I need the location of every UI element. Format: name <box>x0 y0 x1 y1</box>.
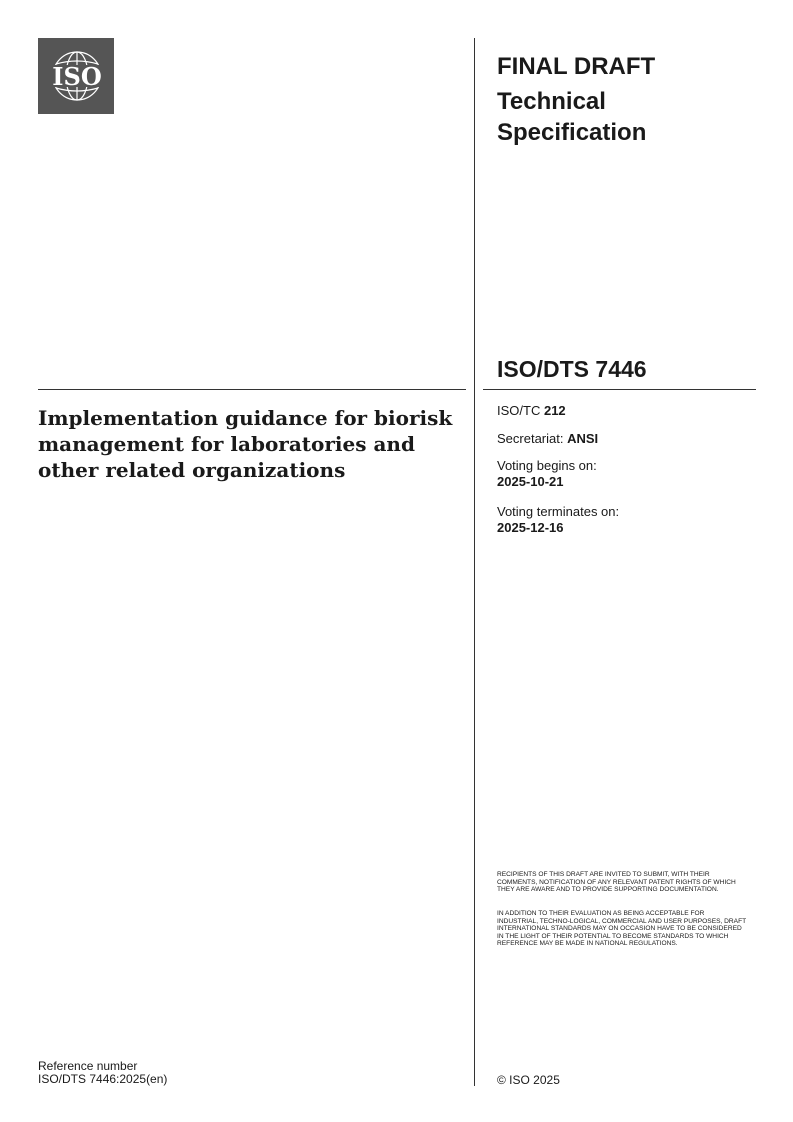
reference-label: Reference number <box>38 1059 138 1073</box>
voting-terminates-date: 2025-12-16 <box>497 520 564 535</box>
horizontal-divider-right <box>483 389 756 390</box>
committee-number: 212 <box>543 403 566 418</box>
vertical-divider <box>474 38 475 1086</box>
notice-paragraph-2: IN ADDITION TO THEIR EVALUATION AS BEING ACCEPTABLE FOR INDUSTRIAL, TECHNO-LOGICAL, COMMERCIAL AND USER PURPOSES, DRAFT INTERNATIONAL STANDARDS MAY ON OCCASION HAVE TO BE CONSIDERED IN THE LIGHT OF THEIR POTENTIAL TO BECOME STANDARDS TO WHICH REFERENCE MAY BE MADE IN NATIONAL REGULATIONS. <box>497 910 747 948</box>
voting-begins-label: Voting begins on: <box>497 458 597 473</box>
document-id: ISO/DTS 7446 <box>497 356 647 382</box>
draft-status: FINAL DRAFT <box>497 53 656 80</box>
svg-text:ISO: ISO <box>52 62 102 91</box>
iso-logo <box>38 38 114 114</box>
committee-label: ISO/TC <box>497 403 541 418</box>
voting-terminates <box>497 504 619 536</box>
document-type: Technical Specification <box>497 88 647 146</box>
committee-line <box>497 403 566 419</box>
notice-paragraph-1: RECIPIENTS OF THIS DRAFT ARE INVITED TO SUBMIT, WITH THEIR COMMENTS, NOTIFICATION OF ANY RELEVANT PATENT RIGHTS OF WHICH THEY ARE AWARE AND TO PROVIDE SUPPORTING DOCUMENTATION. <box>497 871 736 894</box>
copyright: © ISO 2025 <box>497 1073 560 1087</box>
secretariat-line <box>497 431 598 447</box>
reference-value: ISO/DTS 7446:2025(en) <box>38 1072 168 1086</box>
secretariat-value: ANSI <box>567 431 599 446</box>
voting-begins-date: 2025-10-21 <box>497 474 564 489</box>
iso-logo-icon <box>38 38 114 114</box>
secretariat-label: Secretariat: <box>497 431 564 446</box>
reference-number <box>38 1060 167 1086</box>
document-title: Implementation guidance for biorisk management for laboratories and other related organizations <box>38 406 453 482</box>
voting-terminates-label: Voting terminates on: <box>497 504 620 519</box>
voting-begins <box>497 458 597 490</box>
horizontal-divider-left <box>38 389 466 390</box>
